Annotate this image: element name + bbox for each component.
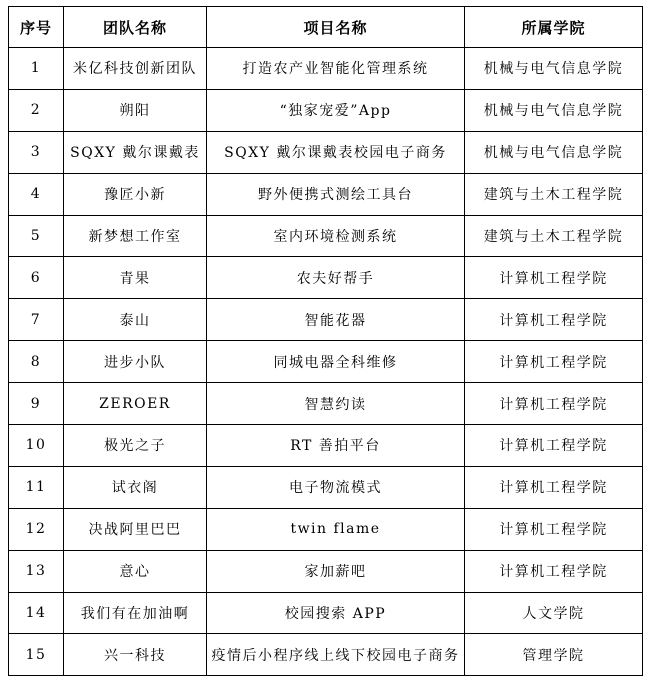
cell-team-name: 米亿科技创新团队 (64, 48, 207, 90)
cell-index: 1 (9, 48, 64, 90)
cell-team-name: 青果 (64, 257, 207, 299)
cell-college: 计算机工程学院 (465, 550, 643, 592)
cell-team-name: 泰山 (64, 299, 207, 341)
cell-college: 计算机工程学院 (465, 257, 643, 299)
cell-project-name: 校园搜索 APP (207, 592, 465, 634)
cell-project-name: 同城电器全科维修 (207, 341, 465, 383)
cell-team-name: 进步小队 (64, 341, 207, 383)
cell-college: 人文学院 (465, 592, 643, 634)
table-row (9, 425, 643, 467)
cell-project-name: twin flame (207, 508, 465, 550)
table-header-row (9, 7, 643, 48)
header-project-name: 项目名称 (207, 7, 465, 48)
cell-college: 计算机工程学院 (465, 299, 643, 341)
cell-project-name: 智慧约读 (207, 383, 465, 425)
table-row (9, 341, 643, 383)
cell-index: 13 (9, 550, 64, 592)
cell-project-name: 室内环境检测系统 (207, 215, 465, 257)
cell-team-name: 兴一科技 (64, 634, 207, 676)
table-body (9, 48, 643, 676)
cell-index: 8 (9, 341, 64, 383)
cell-team-name: 朔阳 (64, 89, 207, 131)
cell-index: 12 (9, 508, 64, 550)
cell-college: 计算机工程学院 (465, 341, 643, 383)
cell-project-name: 农夫好帮手 (207, 257, 465, 299)
cell-college: 计算机工程学院 (465, 425, 643, 467)
cell-project-name: “独家宠爱”App (207, 89, 465, 131)
table-row (9, 257, 643, 299)
cell-college: 计算机工程学院 (465, 466, 643, 508)
cell-team-name: 新梦想工作室 (64, 215, 207, 257)
table-row (9, 173, 643, 215)
cell-index: 15 (9, 634, 64, 676)
table-row (9, 592, 643, 634)
header-college: 所属学院 (465, 7, 643, 48)
cell-index: 11 (9, 466, 64, 508)
cell-index: 2 (9, 89, 64, 131)
cell-team-name: 我们有在加油啊 (64, 592, 207, 634)
table-row (9, 634, 643, 676)
cell-team-name: ZEROER (64, 383, 207, 425)
cell-team-name: 意心 (64, 550, 207, 592)
cell-index: 14 (9, 592, 64, 634)
project-table (8, 6, 643, 676)
table-row (9, 550, 643, 592)
header-index: 序号 (9, 7, 64, 48)
header-team-name: 团队名称 (64, 7, 207, 48)
cell-project-name: SQXY 戴尔课戴表校园电子商务 (207, 131, 465, 173)
table-row (9, 508, 643, 550)
cell-college: 计算机工程学院 (465, 383, 643, 425)
table-row (9, 299, 643, 341)
cell-index: 10 (9, 425, 64, 467)
cell-index: 4 (9, 173, 64, 215)
table-row (9, 89, 643, 131)
cell-index: 3 (9, 131, 64, 173)
cell-team-name: 决战阿里巴巴 (64, 508, 207, 550)
cell-college: 机械与电气信息学院 (465, 48, 643, 90)
cell-college: 建筑与土木工程学院 (465, 215, 643, 257)
table-row (9, 383, 643, 425)
cell-college: 计算机工程学院 (465, 508, 643, 550)
cell-team-name: 试衣阁 (64, 466, 207, 508)
cell-index: 7 (9, 299, 64, 341)
cell-college: 建筑与土木工程学院 (465, 173, 643, 215)
table-row (9, 215, 643, 257)
cell-college: 机械与电气信息学院 (465, 131, 643, 173)
table-row (9, 466, 643, 508)
cell-team-name: 极光之子 (64, 425, 207, 467)
table-row (9, 131, 643, 173)
cell-project-name: 疫情后小程序线上线下校园电子商务 (207, 634, 465, 676)
cell-index: 5 (9, 215, 64, 257)
cell-project-name: RT 善拍平台 (207, 425, 465, 467)
cell-team-name: SQXY 戴尔课戴表 (64, 131, 207, 173)
cell-college: 管理学院 (465, 634, 643, 676)
cell-index: 6 (9, 257, 64, 299)
cell-project-name: 打造农产业智能化管理系统 (207, 48, 465, 90)
cell-college: 机械与电气信息学院 (465, 89, 643, 131)
cell-project-name: 野外便携式测绘工具台 (207, 173, 465, 215)
cell-project-name: 电子物流模式 (207, 466, 465, 508)
cell-index: 9 (9, 383, 64, 425)
cell-team-name: 豫匠小新 (64, 173, 207, 215)
cell-project-name: 家加薪吧 (207, 550, 465, 592)
table-row (9, 48, 643, 90)
cell-project-name: 智能花器 (207, 299, 465, 341)
